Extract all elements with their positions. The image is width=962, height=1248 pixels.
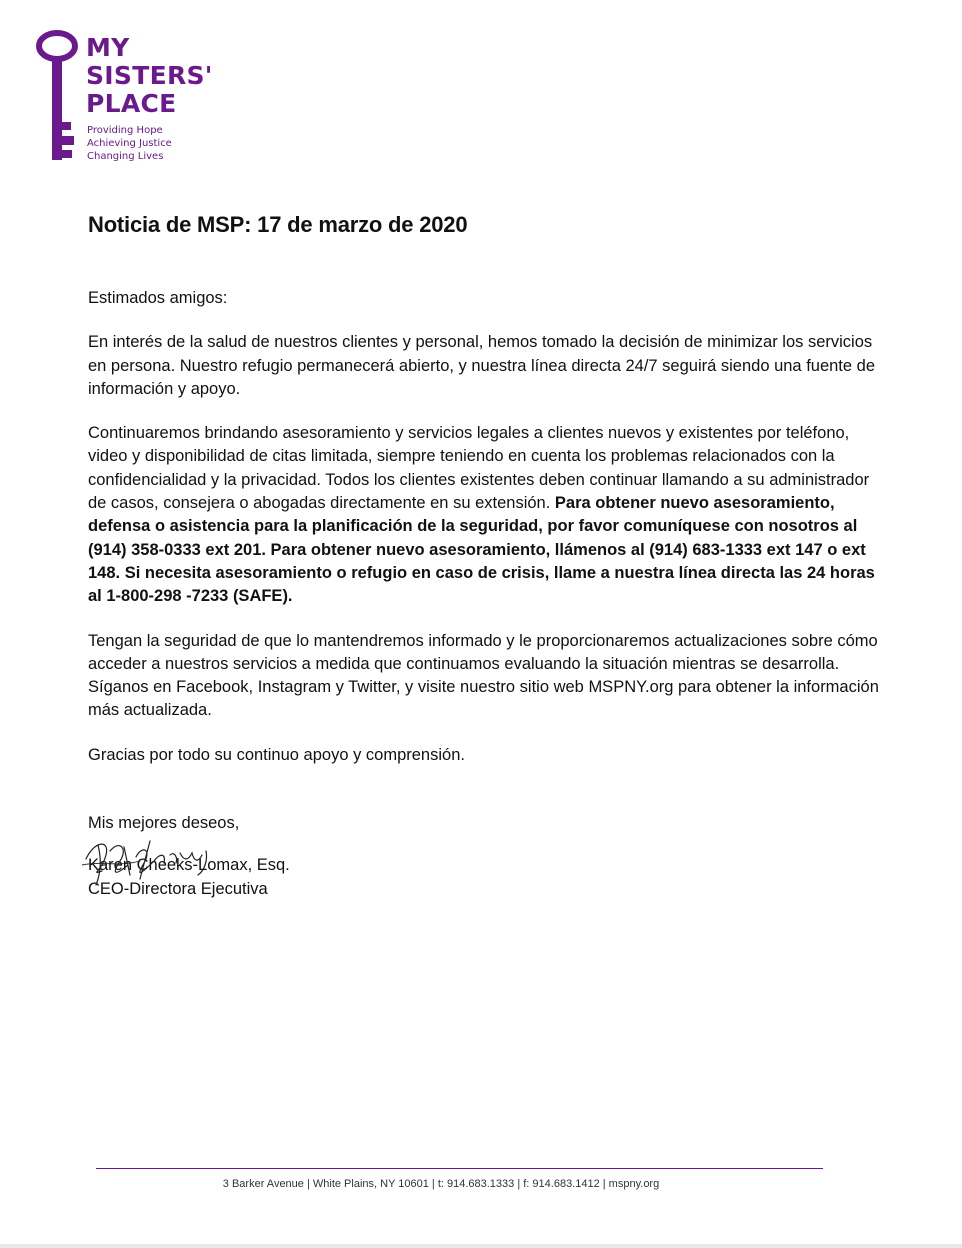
paragraph-thanks: Gracias por todo su continuo apoyo y comprensión.: [88, 745, 465, 764]
greeting: Estimados amigos:: [88, 289, 228, 307]
footer-address: 3 Barker Avenue | White Plains, NY 10601 | t: 914.683.1333 | f: 914.683.1412 | mspny.org: [222, 1178, 660, 1190]
logo-tagline: [87, 124, 172, 163]
logo: [34, 30, 254, 170]
page-edge: [0, 1244, 962, 1248]
tagline-line: Achieving Justice: [87, 138, 172, 149]
closing: Mis mejores deseos,: [88, 814, 240, 832]
logo-name-line: SISTERS': [86, 61, 213, 90]
organization-name: [86, 34, 213, 118]
signer-name: Karen Cheeks-Lomax, Esq.: [88, 856, 290, 874]
paragraph-contact: [88, 422, 888, 608]
logo-name-line: MY: [86, 33, 130, 62]
key-icon: [34, 30, 84, 162]
letter-title: Noticia de MSP: 17 de marzo de 2020: [88, 212, 468, 237]
paragraph-contact-regular: Continuaremos brindando asesoramiento y servicios legales a clientes nuevos y existentes por teléfono, video y disponibilidad de citas limitada, siempre teniendo en cuenta los problemas relacionados con la confidencialidad y la privacidad. Todos los clientes existentes deben continuar llamando a su administrador de casos, consejera o abogadas directamente en su extensión.: [88, 424, 870, 513]
signer-title: CEO-Directora Ejecutiva: [88, 880, 268, 898]
footer-divider: [96, 1168, 823, 1169]
tagline-line: Providing Hope: [87, 125, 163, 136]
paragraph-updates: Tengan la seguridad de que lo mantendremos informado y le proporcionaremos actualizaciones sobre cómo acceder a nuestros servicios a medida que continuamos evaluando la situación mientras se desarrolla. Síganos en Facebook, Instagram y Twitter, y visite nuestro sitio web MSPNY.org para obtener la información más actualizada.: [88, 631, 879, 720]
signature-block: [88, 811, 290, 901]
paragraph-contact-bold: Para obtener nuevo asesoramiento, defensa o asistencia para la planificación de la seguridad, por favor comuníquese con nosotros al (914) 358-0333 ext 201. Para obtener nuevo asesoramiento, llámenos al (914) 683-1333 ext 147 o ext 148. Si necesita asesoramiento o refugio en caso de crisis, llame a nuestra línea directa las 24 horas al 1-800-298 -7233 (SAFE).: [88, 494, 875, 606]
paragraph-services: En interés de la salud de nuestros clientes y personal, hemos tomado la decisión de minimizar los servicios en persona. Nuestro refugio permanecerá abierto, y nuestra línea directa 24/7 seguirá siendo una fuente de información y apoyo.: [88, 333, 876, 398]
tagline-line: Changing Lives: [87, 151, 164, 162]
letter-body: [88, 210, 888, 788]
signature-image: [80, 831, 230, 887]
logo-name-line: PLACE: [86, 89, 177, 118]
